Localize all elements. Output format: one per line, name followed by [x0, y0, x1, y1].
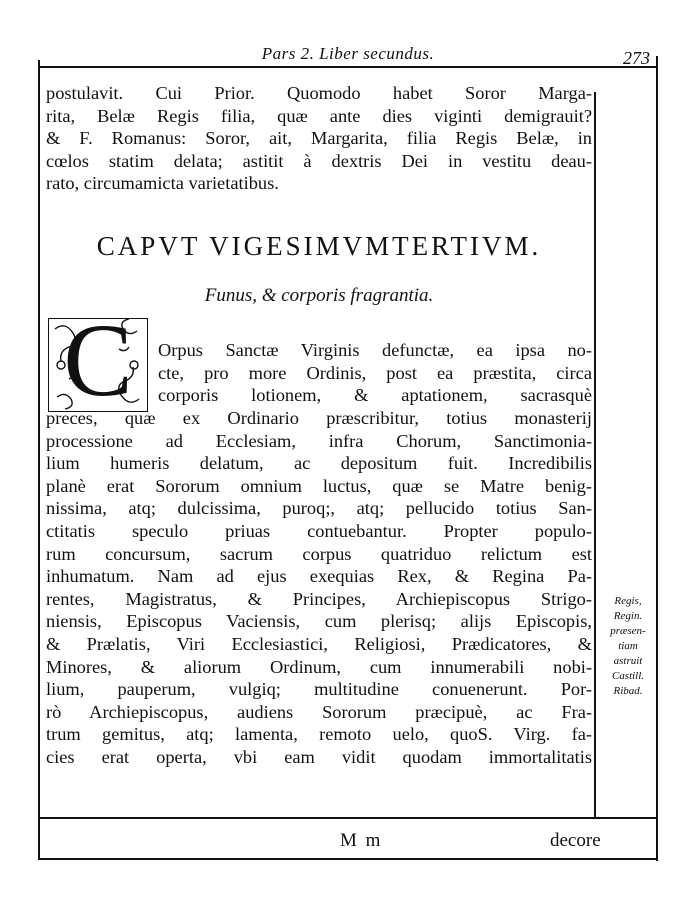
text-line: preces, quæ ex Ordinario præscribitur, totius monasterij — [46, 408, 592, 428]
footer-rule — [40, 817, 656, 819]
chapter-subtitle: Funus, & corporis fragrantia. — [204, 285, 434, 306]
text-line: ctitatis speculo priuas contuebantur. Propter populo- — [46, 520, 592, 541]
signature-mark: M m — [340, 830, 383, 851]
chapter-title: CAPVT VIGESIMVMTERTIVM. — [96, 231, 542, 261]
text-line: nissima, atq; dulcissima, puroq;, atq; pellucido totius San- — [46, 498, 592, 519]
page-header — [40, 44, 656, 66]
text-line: lium, pauperum, vulgiq; multitudine conuenerunt. Por- — [46, 679, 592, 700]
text-line: cte, pro more Ordinis, post ea præstita, circa — [158, 362, 592, 383]
text-line: rita, Belæ Regis filia, quæ ante dies viginti demigrauit? — [46, 105, 592, 126]
chapter-body — [46, 407, 592, 769]
text-line: postulavit. Cui Prior. Quomodo habet Soror Marga- — [46, 83, 592, 103]
margin-note-line: tiam — [618, 640, 638, 652]
initial-letter: C — [63, 303, 133, 418]
text-line: Minores, & aliorum Ordinum, cum innumerabili nobi- — [46, 656, 592, 677]
chapter-opening-lines — [158, 339, 592, 407]
margin-column-rule — [594, 92, 596, 818]
text-line: rum concursum, sacrum corpus quatriduo relictum est — [46, 543, 592, 564]
decorated-initial — [48, 303, 148, 418]
frame-right-rule — [656, 56, 658, 861]
running-head: Pars 2. Liber secundus. — [261, 44, 435, 63]
margin-note-line: præsen- — [610, 625, 646, 637]
margin-note-line: Regis, — [614, 595, 642, 607]
text-line: planè erat Sororum omnium luctus, quæ se Matre benig- — [46, 475, 592, 496]
page-number: 273 — [623, 48, 650, 68]
text-line: & F. Romanus: Soror, ait, Margarita, filia Regis Belæ, in — [46, 128, 592, 149]
text-line: inhumatum. Nam ad ejus exequias Rex, & Regina Pa- — [46, 566, 592, 587]
text-line: rato, circumamicta varietatibus. — [46, 173, 279, 194]
text-line: cies erat operta, vbi eam vidit quodam immortalitatis — [46, 746, 592, 767]
marginal-note — [600, 594, 656, 699]
text-line: rò Archiepiscopus, audiens Sororum præcipuè, ac Fra- — [46, 701, 592, 722]
margin-note-line: Ribad. — [613, 685, 643, 697]
text-line: niensis, Episcopus Vaciensis, cum plerisq; alijs Episcopis, — [46, 611, 592, 632]
catchword: decore — [550, 830, 601, 851]
opening-paragraph — [46, 82, 592, 195]
margin-note-line: astruit — [613, 655, 643, 667]
margin-note-line: Regin. — [613, 610, 643, 622]
text-line: & Prælatis, Viri Ecclesiastici, Religiosi, Prædicatores, & — [46, 633, 592, 654]
text-line: processione ad Ecclesiam, infra Chorum, Sanctimonia- — [46, 430, 592, 451]
text-line: lium humeris delatum, ac depositum fuit. Incredibilis — [46, 453, 592, 474]
text-line: corporis lotionem, & aptationem, sacrasquè — [158, 385, 592, 406]
margin-note-line: Castill. — [611, 670, 645, 682]
header-rule — [40, 66, 656, 68]
text-line: rentes, Magistratus, & Principes, Archiepiscopus Strigo- — [46, 588, 592, 609]
bottom-frame-rule — [40, 858, 656, 860]
frame-left-rule — [38, 60, 40, 860]
text-line: cœlos statim delata; astitit à dextris Dei in vestitu deau- — [46, 150, 592, 171]
text-line: Orpus Sanctæ Virginis defunctæ, ea ipsa no- — [158, 340, 592, 360]
text-line: trum gemitus, atq; lamenta, remoto uelo, quoS. Virg. fa- — [46, 724, 592, 745]
